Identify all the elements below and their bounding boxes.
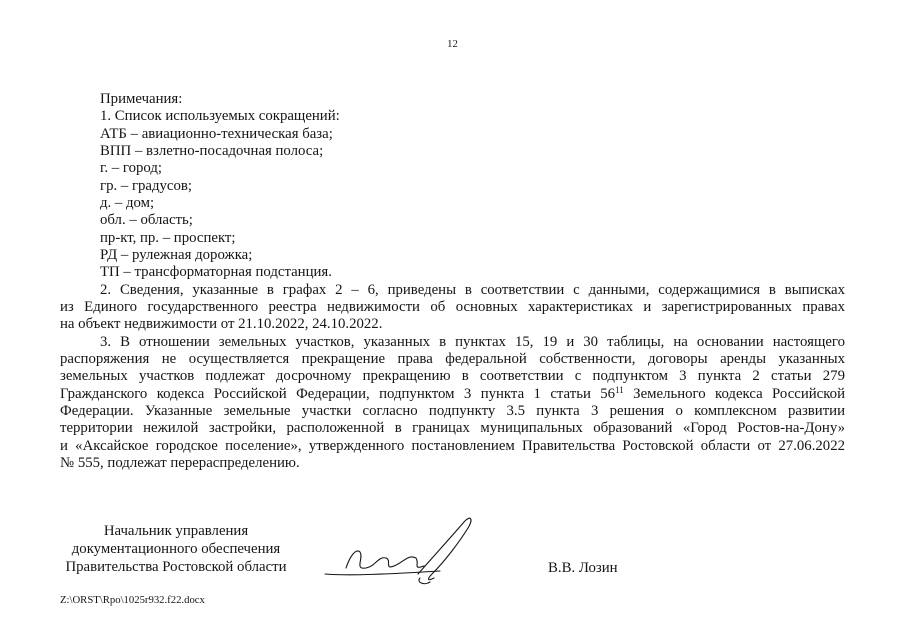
file-path-footer: Z:\ORST\Rpo\1025r932.f22.docx (60, 594, 205, 606)
notes-section (60, 91, 845, 472)
paragraph-line-with-footnote (60, 386, 845, 403)
paragraph-line: из Единого государственного реестра недвижимости об основных характеристиках и зарегистрированных правах (60, 298, 845, 315)
line-text-before-superscript: Гражданского кодекса Российской Федерации, подпунктом 3 пункта 1 статьи 56 (60, 385, 616, 402)
paragraph-line: распоряжения не осуществляется прекращение права федеральной собственности, договоры аренды указанных (60, 350, 845, 367)
abbreviation-item: гр. – градусов; (100, 177, 192, 194)
signature-loop-stroke (418, 518, 471, 579)
abbreviation-item: пр-кт, пр. – проспект; (100, 229, 236, 246)
article-superscript: 11 (615, 384, 624, 395)
paragraph-line: земельных участков подлежат досрочному прекращению в соответствии с подпунктом 3 пункта 2 статьи 279 (60, 368, 845, 385)
signatory-position (56, 522, 296, 576)
abbreviation-item: обл. – область; (100, 212, 193, 229)
signature-underline-stroke (325, 571, 440, 575)
note-paragraph-2 (60, 282, 845, 334)
note-paragraph-3 (60, 334, 845, 473)
abbreviations-list (60, 126, 845, 282)
paragraph-line: Федерации. Указанные земельные участки согласно подпункту 3.5 пункта 3 решения о комплексном развитии (60, 402, 845, 419)
page-number: 12 (447, 38, 458, 50)
paragraph-line: территории нежилой застройки, расположенной в границах муниципальных образований «Город Ростов-на-Дону» (60, 420, 845, 437)
handwritten-signature-icon (320, 510, 480, 590)
signatory-name: В.В. Лозин (548, 560, 618, 576)
abbreviation-item: д. – дом; (100, 194, 155, 211)
abbreviation-item: АТБ – авиационно-техническая база; (100, 125, 333, 142)
notes-heading: Примечания: (100, 91, 183, 107)
signature-letters-stroke (346, 551, 424, 568)
paragraph-line: и «Аксайское городское поселение», утвержденного постановлением Правительства Ростовской области от 27.06.2022 (60, 437, 845, 454)
abbreviation-item: ТП – трансформаторная подстанция. (100, 264, 332, 281)
line-text-after-superscript: Земельного кодекса Российской (623, 385, 845, 402)
paragraph-line: 2. Сведения, указанные в графах 2 – 6, приведены в соответствии с данными, содержащимися в выписках (100, 281, 845, 298)
abbreviation-item: г. – город; (100, 160, 163, 177)
paragraph-line: № 555, подлежат перераспределению. (60, 454, 300, 471)
paragraph-line: на объект недвижимости от 21.10.2022, 24.10.2022. (60, 316, 383, 333)
signatory-position-line: Правительства Ростовской области (65, 559, 287, 575)
abbreviation-item: РД – рулежная дорожка; (100, 246, 253, 263)
abbreviation-item: ВПП – взлетно-посадочная полоса; (100, 142, 324, 159)
signatory-position-line: документационного обеспечения (71, 541, 281, 557)
signatory-position-line: Начальник управления (103, 523, 249, 539)
abbreviations-list-title: 1. Список используемых сокращений: (100, 108, 340, 125)
paragraph-line: 3. В отношении земельных участков, указанных в пунктах 15, 19 и 30 таблицы, на основании настоящего (100, 333, 845, 350)
